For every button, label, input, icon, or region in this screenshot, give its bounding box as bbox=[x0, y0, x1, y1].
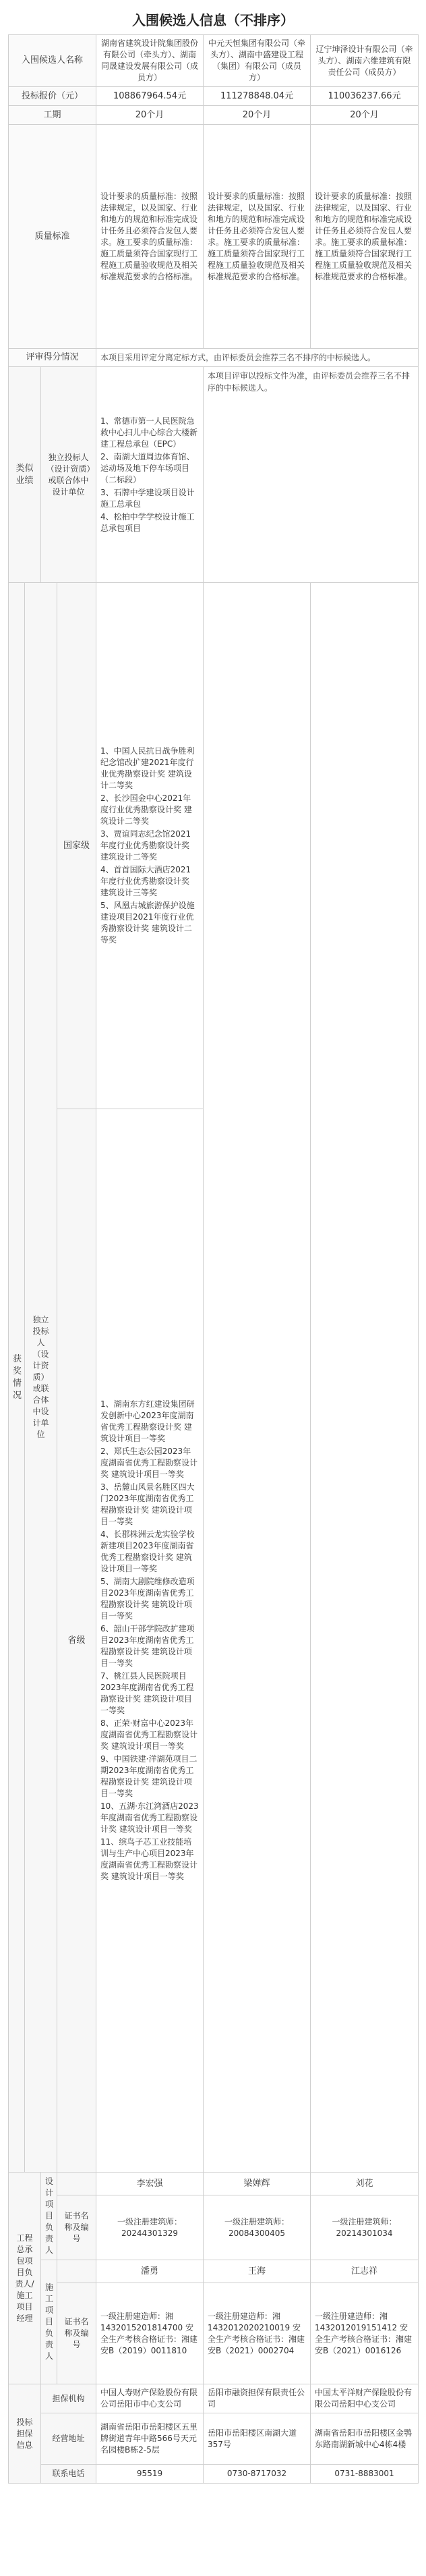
national-award-item: 1、中国人民抗日战争胜利纪念馆改扩建2021年度行业优秀勘察设计奖 建筑设计二等奖 bbox=[100, 746, 195, 790]
candidate-3-construction-manager: 江志祥 bbox=[311, 2260, 419, 2283]
candidate-1-name: 湖南省建筑设计院集团股份有限公司（牵头方）、湖南同晟建设发展有限公司（成员方） bbox=[96, 35, 204, 87]
national-award-item: 4、首首国际大酒店2021年度行业优秀勘察设计奖 建筑设计三等奖 bbox=[100, 865, 191, 897]
candidate-3-awards-empty bbox=[311, 583, 419, 2173]
national-award-item: 5、风凰古城旅游保护设施建设项目2021年度行业优秀勘察设计奖 建筑设计二等奖 bbox=[100, 901, 195, 945]
label-quality: 质量标准 bbox=[9, 125, 96, 349]
candidate-3-guarantee-addr: 湖南省岳阳市岳阳楼区金鹗东路南湖新城中心4栋4楼 bbox=[311, 2413, 419, 2465]
page-title: 入围候选人信息（不排序） bbox=[132, 12, 294, 28]
candidate-1-design-lead: 李宏强 bbox=[96, 2173, 204, 2195]
candidate-3-guarantee-phone: 0731-8883001 bbox=[311, 2465, 419, 2484]
performance-list bbox=[96, 367, 204, 583]
candidate-table bbox=[8, 34, 419, 2484]
label-awards-group: 获奖情况 bbox=[9, 583, 25, 2173]
candidate-3-design-lead: 刘花 bbox=[311, 2173, 419, 2195]
label-design-lead-name bbox=[57, 2173, 96, 2195]
provincial-award-item: 6、韶山干部学院改扩建项目2023年度湖南省优秀工程勘察设计奖 建筑设计项目一等奖 bbox=[100, 1624, 195, 1668]
provincial-award-item: 2、郑氏生态公园2023年度湖南省优秀工程勘察设计奖 建筑设计项目一等奖 bbox=[100, 1447, 198, 1479]
row-design-cert bbox=[9, 2195, 419, 2260]
performance-item: 4、松柏中学学校设计施工总承包项目 bbox=[100, 511, 195, 533]
label-guarantee-group: 投标担保信息 bbox=[9, 2384, 41, 2484]
candidate-2-design-cert: 一级注册建筑师：20084300405 bbox=[204, 2195, 311, 2260]
candidate-1-quality: 设计要求的质量标准：按照法律规定，以及国家、行业和地方的规范和标准完成设计任务且必须符合发包人要求。施工要求的质量标准：施工质量须符合国家现行工程施工质量验收规范及相关标准规范要求的合格标准。 bbox=[96, 125, 204, 349]
candidate-2-guarantee-addr: 岳阳市岳阳楼区南湖大道357号 bbox=[204, 2413, 311, 2465]
label-construction-cert: 证书名称及编号 bbox=[57, 2283, 96, 2384]
row-construction-cert bbox=[9, 2283, 419, 2384]
candidate-2-duration: 20个月 bbox=[204, 106, 311, 125]
label-project-head: 工程总承包项目负责人/施工项目经理 bbox=[9, 2173, 41, 2384]
provincial-award-item: 5、湖南大剧院维修改造项目2023年度湖南省优秀工程勘察设计奖 建筑设计项目一等奖 bbox=[100, 1577, 195, 1621]
candidate-2-guarantee-phone: 0730-8717032 bbox=[204, 2465, 311, 2484]
provincial-award-item: 1、湖南东方红建设集团研发创新中心2023年度湖南省优秀工程勘察设计奖 建筑设计项目一等奖 bbox=[100, 1399, 195, 1443]
label-bid-price: 投标报价（元） bbox=[9, 87, 96, 106]
national-awards-list bbox=[96, 583, 204, 1109]
candidate-2-construction-manager: 王海 bbox=[204, 2260, 311, 2283]
candidate-3-price: 110036237.66元 bbox=[311, 87, 419, 106]
row-duration bbox=[9, 106, 419, 125]
row-performance bbox=[9, 367, 419, 583]
label-construction-manager-name bbox=[57, 2260, 96, 2283]
label-construction-manager: 施工项目负责人 bbox=[41, 2260, 57, 2384]
row-guarantee-addr bbox=[9, 2413, 419, 2465]
candidate-2-guarantee-org: 岳阳市融资担保有限责任公司 bbox=[204, 2384, 311, 2413]
provincial-award-item: 7、桃江县人民医院项目2023年度湖南省优秀工程勘察设计奖 建筑设计项目一等奖 bbox=[100, 1671, 194, 1715]
label-provincial: 省级 bbox=[57, 1109, 96, 2173]
row-design-lead bbox=[9, 2173, 419, 2195]
national-award-item: 2、长沙国金中心2021年度行业优秀勘察设计奖 建筑设计二等奖 bbox=[100, 793, 192, 826]
candidate-3-name: 辽宁坤泽设计有限公司（牵头方）、湖南六维建筑有限责任公司（成员方） bbox=[311, 35, 419, 87]
label-design-lead: 设计项目负责人 bbox=[41, 2173, 57, 2260]
provincial-award-item: 9、中国铁建·洋湖苑项目二期2023年度湖南省优秀工程勘察设计奖 建筑设计项目一等奖 bbox=[100, 1754, 197, 1798]
candidate-2-name: 中元天恒集团有限公司（牵头方）、湖南中盛建设工程（集团）有限公司（成员方） bbox=[204, 35, 311, 87]
row-awards-national bbox=[9, 583, 419, 1109]
candidate-1-guarantee-org: 中国人寿财产保险股份有限公司岳阳市中心支公司 bbox=[96, 2384, 204, 2413]
candidate-3-design-cert: 一级注册建筑师：20214301034 bbox=[311, 2195, 419, 2260]
label-performance-unit: 独立投标人（设计资质）或联合体中设计单位 bbox=[41, 367, 96, 583]
row-guarantee-phone bbox=[9, 2465, 419, 2484]
provincial-awards-list bbox=[96, 1109, 204, 2173]
provincial-award-item: 10、五湖·东江湾酒店2023年度湖南省优秀工程勘察设计奖 建筑设计项目一等奖 bbox=[100, 1801, 199, 1834]
score-note: 本项目采用评定分离定标方式，由评标委员会推荐三名不排序的中标候选人。 bbox=[96, 349, 419, 367]
candidate-1-guarantee-phone: 95519 bbox=[96, 2465, 204, 2484]
provincial-award-item: 3、岳麓山风景名胜区四大门2023年度湖南省优秀工程勘察设计奖 建筑设计项目一等奖 bbox=[100, 1482, 195, 1526]
candidate-2-awards-empty bbox=[204, 583, 311, 2173]
candidate-3-construction-cert: 一级注册建造师：湘1432012019151412 安全生产考核合格证书：湘建安B（2021）0016126 bbox=[311, 2283, 419, 2384]
label-awards-unit: 独立投标人（设计资质）或联合体中设计单位 bbox=[25, 583, 57, 2173]
candidate-1-duration: 20个月 bbox=[96, 106, 204, 125]
label-candidate-name: 入围候选人名称 bbox=[9, 35, 96, 87]
candidate-1-price: 108867964.54元 bbox=[96, 87, 204, 106]
candidate-3-quality: 设计要求的质量标准：按照法律规定，以及国家、行业和地方的规范和标准完成设计任务且必须符合发包人要求。施工要求的质量标准：施工质量须符合国家现行工程施工质量验收规范及相关标准规范要求的合格标准。 bbox=[311, 125, 419, 349]
candidate-3-guarantee-org: 中国太平洋财产保险股份有限公司岳阳中心支公司 bbox=[311, 2384, 419, 2413]
candidate-1-guarantee-addr: 湖南省岳阳市岳阳楼区五里牌街道青年中路566号天元名园楼B栋2-5层 bbox=[96, 2413, 204, 2465]
candidate-1-construction-manager: 潘勇 bbox=[96, 2260, 204, 2283]
row-quality bbox=[9, 125, 419, 349]
label-guarantee-phone: 联系电话 bbox=[41, 2465, 96, 2484]
label-score-note: 评审得分情况 bbox=[9, 349, 96, 367]
performance-item: 2、南湖大道周边体育馆、运动场及地下停车场项目（二标段） bbox=[100, 451, 195, 484]
label-duration: 工期 bbox=[9, 106, 96, 125]
row-score-note bbox=[9, 349, 419, 367]
awards-note: 本项目评审以投标文件为准，由评标委员会推荐三名不排序的中标候选人。 bbox=[204, 367, 419, 583]
document-page bbox=[8, 5, 418, 2484]
label-national: 国家级 bbox=[57, 583, 96, 1109]
row-bid-price bbox=[9, 87, 419, 106]
label-performance-group: 类似业绩 bbox=[9, 367, 41, 583]
row-guarantee-org bbox=[9, 2384, 419, 2413]
candidate-2-design-lead: 梁婵辉 bbox=[204, 2173, 311, 2195]
label-design-cert: 证书名称及编号 bbox=[57, 2195, 96, 2260]
performance-item: 1、常德市第一人民医院急救中心扫儿中心综合大楼新建工程总承包（EPC） bbox=[100, 416, 198, 449]
performance-item: 3、石牌中学建设项目设计施工总承包 bbox=[100, 487, 195, 509]
row-candidate-name bbox=[9, 35, 419, 87]
candidate-2-quality: 设计要求的质量标准：按照法律规定，以及国家、行业和地方的规范和标准完成设计任务且必须符合发包人要求。施工要求的质量标准：施工质量须符合国家现行工程施工质量验收规范及相关标准规范要求的合格标准。 bbox=[204, 125, 311, 349]
provincial-award-item: 4、长郡株洲云龙实验学校新建项目2023年度湖南省优秀工程勘察设计奖 建筑设计项目一等奖 bbox=[100, 1530, 195, 1573]
candidate-2-price: 111278848.04元 bbox=[204, 87, 311, 106]
candidate-1-design-cert: 一级注册建筑师：20244301329 bbox=[96, 2195, 204, 2260]
candidate-2-construction-cert: 一级注册建造师：湘1432012020210019 安全生产考核合格证书：湘建安B（2021）0002704 bbox=[204, 2283, 311, 2384]
label-guarantee-addr: 经营地址 bbox=[41, 2413, 96, 2465]
national-award-item: 3、贾谊同志纪念馆2021年度行业优秀勘察设计奖 建筑设计二等奖 bbox=[100, 829, 191, 862]
provincial-award-item: 11、缤鸟子芯工业技能培训与生产中心项目2023年度湖南省优秀工程勘察设计奖 建筑设计项目一等奖 bbox=[100, 1837, 198, 1881]
candidate-3-duration: 20个月 bbox=[311, 106, 419, 125]
label-guarantee-org: 担保机构 bbox=[41, 2384, 96, 2413]
row-construction-manager bbox=[9, 2260, 419, 2283]
provincial-award-item: 8、正荣·财富中心2023年度湖南省优秀工程勘察设计奖 建筑设计项目一等奖 bbox=[100, 1718, 198, 1751]
candidate-1-construction-cert: 一级注册建造师：湘1432015201814700 安全生产考核合格证书：湘建安B（2019）0011810 bbox=[96, 2283, 204, 2384]
